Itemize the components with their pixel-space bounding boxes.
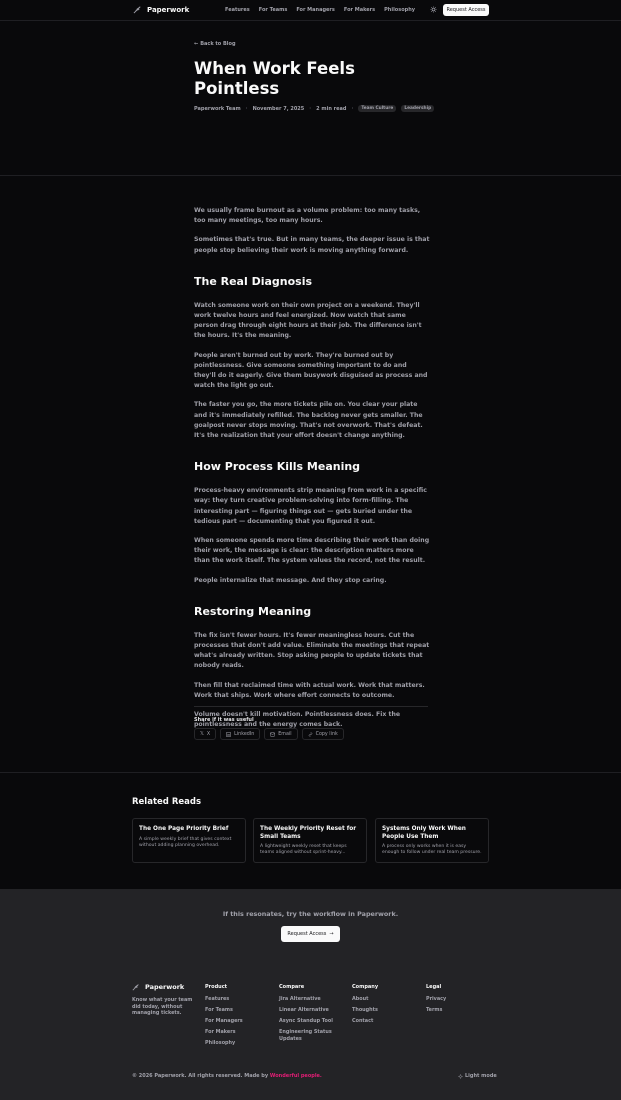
share-linkedin-label: LinkedIn — [234, 731, 255, 737]
arrow-left-icon: ← — [194, 41, 199, 47]
related-card[interactable] — [375, 818, 489, 863]
nav-link-philosophy[interactable]: Philosophy — [384, 7, 416, 13]
share-email-label: Email — [278, 731, 292, 737]
publish-date: November 7, 2025 — [252, 105, 305, 112]
related-card-title: The One Page Priority Brief — [139, 826, 229, 832]
section-heading: Restoring Meaning — [194, 604, 312, 618]
nav-link-for-makers[interactable]: For Makers — [343, 7, 376, 13]
footer-link[interactable]: Async Standup Tool — [279, 1018, 333, 1024]
arrow-right-icon: → — [329, 931, 334, 937]
footer-link[interactable]: Linear Alternative — [279, 1007, 329, 1013]
share-x-button[interactable] — [194, 728, 216, 740]
footer — [0, 889, 621, 1100]
separator-dot: · — [351, 105, 354, 112]
paragraph: Sometimes that's true. But in many teams, the deeper issue is that people stop believing their work is moving anything forward. — [194, 236, 430, 254]
feather-logo-icon — [132, 983, 140, 991]
cta-text: If this resonates, try the workflow in Paperwork. — [222, 910, 399, 918]
related-card-description: A lightweight weekly reset that keeps teams aligned without sprint-heavy... — [260, 844, 347, 855]
footer-column-product — [205, 984, 263, 1051]
footer-column-heading: Legal — [426, 984, 442, 990]
share-email-button[interactable] — [264, 728, 297, 740]
copyright-text: © 2026 Paperwork. All rights reserved. Made by — [132, 1073, 270, 1079]
paragraph: Volume doesn't kill motivation. Pointlessness does. Fix the pointlessness and the energy comes back. — [194, 711, 401, 729]
light-mode-label: Light mode — [465, 1073, 497, 1079]
paragraph: When someone spends more time describing their work than doing their work, the message is clear: the description matters more than the work itself. The system values the record, not the result. — [194, 537, 430, 565]
copy-link-label: Copy link — [315, 731, 338, 737]
footer-column-heading: Compare — [279, 984, 305, 990]
mail-icon — [270, 732, 275, 737]
share-linkedin-button[interactable] — [220, 728, 260, 740]
paragraph: Then fill that reclaimed time with actual work. Work that matters. Work that ships. Work where effort connects to outcome. — [194, 681, 425, 699]
nav-links — [225, 7, 415, 13]
paragraph: People aren't burned out by work. They're burned out by pointlessness. Give someone something important to do and they'll do it eagerly. Give them busywork disguised as process and watch the light go out. — [194, 351, 428, 390]
nav-link-for-managers[interactable]: For Managers — [296, 7, 335, 13]
linkedin-icon — [226, 732, 231, 737]
author: Paperwork Team — [194, 105, 241, 112]
paragraph: The faster you go, the more tickets pile on. You clear your plate and it's immediately refilled. The backlog never gets smaller. The goalpost never stops moving. That's not overwork. That's defeat. It's the realization that your effort doesn't change anything. — [194, 401, 423, 440]
paragraph: We usually frame burnout as a volume problem: too many tasks, too many meetings, too many hours. — [194, 207, 421, 225]
share-divider — [194, 706, 428, 707]
brand-name: Paperwork — [147, 5, 190, 14]
share-x-label: X — [206, 731, 211, 737]
footer-link[interactable]: For Managers — [205, 1018, 243, 1024]
related-reads-heading: Related Reads — [132, 797, 202, 807]
related-card-description: A simple weekly brief that gives context without adding planning overhead. — [139, 836, 232, 848]
tag-leadership[interactable]: Leadership — [401, 105, 434, 112]
share-buttons — [194, 728, 344, 740]
footer-brand-name: Paperwork — [145, 983, 185, 991]
article-meta — [194, 105, 434, 112]
footer-request-access-button[interactable] — [281, 926, 340, 942]
related-card-description: A process only works when it is easy enough to follow under real team pressure. — [382, 844, 482, 855]
brand[interactable] — [133, 5, 189, 14]
made-by-link[interactable]: Wonderful people. — [269, 1073, 322, 1079]
paragraph: Watch someone work on their own project on a weekend. They'll work twelve hours and feel energized. Now watch that same person drag through eight hours at their job. The difference isn't the hours. It's the meaning. — [194, 301, 422, 340]
cta-button-label: Request Access — [287, 931, 327, 937]
footer-column-legal — [426, 984, 484, 1018]
link-icon — [308, 732, 313, 737]
nav-link-features[interactable]: Features — [225, 7, 250, 13]
top-nav — [0, 0, 621, 21]
feather-logo-icon — [133, 5, 142, 14]
x-icon: 𝕏 — [200, 731, 204, 737]
article-body — [194, 206, 430, 731]
footer-link[interactable]: Jira Alternative — [279, 996, 321, 1002]
related-card[interactable] — [253, 818, 367, 863]
theme-toggle-sun-icon[interactable] — [430, 6, 437, 13]
sun-icon — [458, 1074, 463, 1079]
footer-column-heading: Company — [352, 984, 379, 990]
footer-column-compare — [279, 984, 337, 1047]
footer-link[interactable]: Privacy — [426, 996, 447, 1002]
footer-link[interactable]: For Teams — [205, 1007, 233, 1013]
paragraph: People internalize that message. And they stop caring. — [194, 576, 387, 584]
footer-link[interactable]: About — [352, 996, 369, 1002]
article-title: When Work Feels Pointless — [194, 59, 355, 98]
separator-dot: · — [245, 105, 248, 112]
paragraph: Process-heavy environments strip meaning from work in a specific way: they turn creative problem-solving into form-filling. The interesting part — figuring things out — gets buried under the tedious part — documenting that you figured it out. — [194, 487, 427, 525]
share-label: Share if it was useful — [194, 717, 254, 723]
light-mode-toggle[interactable] — [458, 1073, 497, 1079]
footer-column-heading: Product — [205, 984, 228, 990]
related-card[interactable] — [132, 818, 246, 863]
related-card-title: Systems Only Work When People Use Them — [382, 826, 466, 840]
footer-column-company — [352, 984, 410, 1029]
read-time: 2 min read — [316, 105, 347, 112]
footer-brand[interactable] — [132, 983, 184, 991]
separator-dot: · — [309, 105, 312, 112]
footer-link[interactable]: Philosophy — [205, 1040, 236, 1046]
back-label: Back to Blog — [200, 41, 236, 47]
footer-link[interactable]: Engineering Status Updates — [279, 1029, 332, 1042]
section-heading: How Process Kills Meaning — [194, 460, 361, 474]
request-access-button[interactable]: Request Access — [443, 4, 489, 16]
section-divider — [0, 772, 621, 773]
paragraph: The fix isn't fewer hours. It's fewer meaningless hours. Cut the processes that don't add value. Eliminate the meetings that repeat what's already written. Stop asking people to update tickets that nobody reads. — [194, 631, 430, 670]
footer-link[interactable]: For Makers — [205, 1029, 236, 1035]
related-card-title: The Weekly Priority Reset for Small Teams — [260, 826, 357, 840]
footer-link[interactable]: Contact — [352, 1018, 374, 1024]
section-heading: The Real Diagnosis — [194, 274, 313, 288]
tag-team-culture[interactable]: Team Culture — [358, 105, 396, 112]
footer-link[interactable]: Terms — [426, 1007, 443, 1013]
copyright — [132, 1073, 322, 1079]
footer-link[interactable]: Thoughts — [352, 1007, 378, 1013]
footer-link[interactable]: Features — [205, 996, 230, 1002]
copy-link-button[interactable] — [302, 728, 344, 740]
back-to-blog-link[interactable] — [194, 41, 236, 47]
nav-link-for-teams[interactable]: For Teams — [258, 7, 288, 13]
footer-tagline: Know what your team did today, without managing tickets. — [132, 997, 193, 1016]
